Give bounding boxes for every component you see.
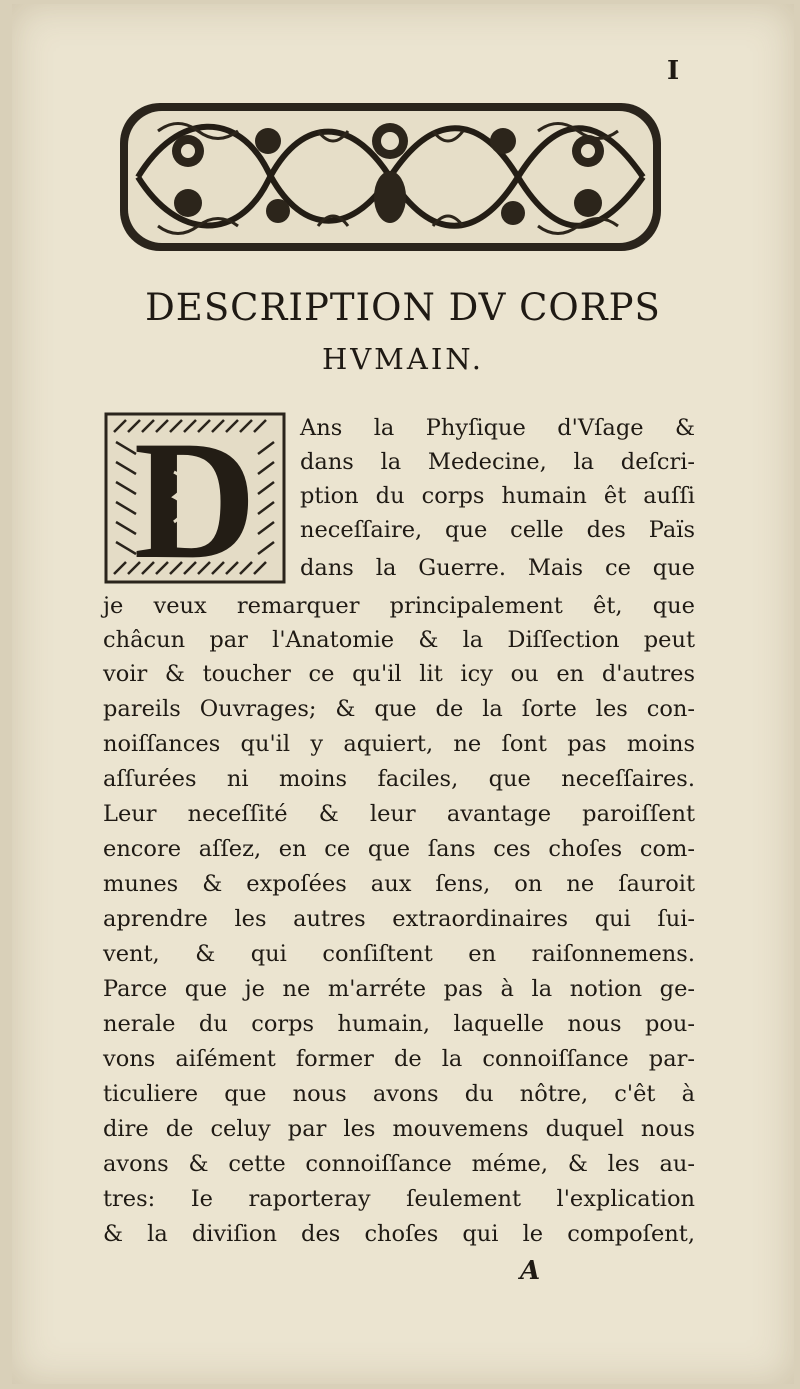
text-line: & la diviſion des choſes qui le compoſent, xyxy=(103,1221,695,1247)
drop-cap-letter: D xyxy=(133,412,257,584)
text-line: tres: Ie raporteray ſeulement l'explication xyxy=(103,1186,695,1212)
text-line: Ans la Phyſique d'Vſage & xyxy=(300,415,695,441)
text-line: ption du corps humain êt auſſi xyxy=(300,483,695,509)
text-line: châcun par l'Anatomie & la Diſſection peut xyxy=(103,627,695,653)
text-line: aſſurées ni moins faciles, que neceſſaires. xyxy=(103,766,695,792)
text-line: vent, & qui conſiſtent en raiſonnemens. xyxy=(103,941,695,967)
chapter-title: DESCRIPTION DV CORPS xyxy=(145,286,661,329)
text-line: dans la Guerre. Mais ce que xyxy=(300,555,695,581)
text-line: encore aſſez, en ce que ſans ces choſes com- xyxy=(103,836,695,862)
text-line: voir & toucher ce qu'il lit icy ou en d'autres xyxy=(103,661,695,687)
text-line: pareils Ouvrages; & que de la ſorte les con- xyxy=(103,696,695,722)
text-line: dire de celuy par les mouvemens duquel nous xyxy=(103,1116,695,1142)
text-line: nerale du corps humain, laquelle nous pou- xyxy=(103,1011,695,1037)
text-line: neceſſaire, que celle des Païs xyxy=(300,517,695,543)
text-line: munes & expoſées aux ſens, on ne ſauroit xyxy=(103,871,695,897)
text-line: aprendre les autres extraordinaires qui ſui- xyxy=(103,906,695,932)
decorated-drop-cap xyxy=(104,412,286,584)
woodcut-headpiece-ornament xyxy=(118,101,663,253)
signature-mark: A xyxy=(520,1256,541,1286)
text-line: je veux remarquer principalement êt, que xyxy=(103,593,695,619)
text-line: vons aiſément former de la connoiſſance par- xyxy=(103,1046,695,1072)
chapter-subtitle: HVMAIN. xyxy=(321,342,485,376)
book-page xyxy=(12,4,794,1384)
text-line: Leur neceſſité & leur avantage paroiſſent xyxy=(103,801,695,827)
text-line: dans la Medecine, la deſcri- xyxy=(300,449,695,475)
text-line: ticuliere que nous avons du nôtre, c'êt à xyxy=(103,1081,695,1107)
text-line: avons & cette connoiſſance méme, & les au- xyxy=(103,1151,695,1177)
text-line: Parce que je ne m'arréte pas à la notion ge- xyxy=(103,976,695,1002)
page-number: I xyxy=(667,56,680,86)
text-line: noiſſances qu'il y aquiert, ne ſont pas moins xyxy=(103,731,695,757)
